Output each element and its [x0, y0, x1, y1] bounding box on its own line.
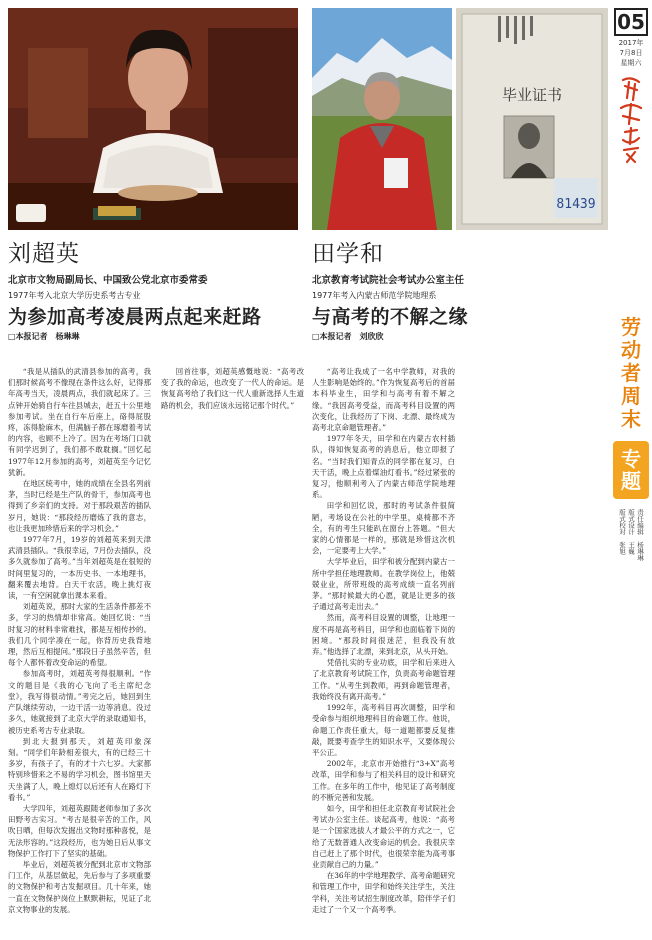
- article-paragraph: 刘超英说，那时大家的生活条件都差不多，学习的热情却非常高。她回忆说：“当时复习的材料非常难找，都是互相传抄的。我们几个同学凑在一起，你背历史我背地理，然后互相提问。”那段日子虽然辛苦，但每个人都怀着改变命运的希望。: [8, 602, 151, 668]
- person-title: 北京教育考试院社会考试办公室主任: [312, 275, 465, 286]
- person-name: 田学和: [312, 241, 384, 267]
- article-paragraph: 毕业后，刘超英被分配到北京市文物部门工作，从基层做起，先后参与了多项重要的文物保护和考古发掘项目。几十年来，她一直在文物保护岗位上默默耕耘，见证了北京文物事业的发展。: [8, 859, 151, 914]
- article-paragraph: 1992年，高考科目再次调整，田学和受命参与组织地理科目的命题工作。他说，命题工作责任重大，每一道题都要反复推敲，既要考查学生的知识水平，又要体现公平公正。: [312, 703, 455, 757]
- credit-designer: 版式设计 王巍: [627, 509, 635, 555]
- article-body-tian: [312, 366, 608, 932]
- article-paragraph: 回首往事，刘超英感慨地说：“高考改变了我的命运，也改变了一代人的命运。是恢复高考给了我们这一代人重新选择人生道路的机会，我们应该永远铭记那个时代。”: [161, 367, 304, 410]
- admission-info: 1977年考入北京大学历史系考古专业: [8, 291, 141, 300]
- admission-info: 1977年考入内蒙古师范学院地理系: [312, 291, 437, 300]
- photo-graduation-certificate: [456, 8, 608, 230]
- article-paragraph: 大学四年，刘超英跟随老师参加了多次田野考古实习。“考古是很辛苦的工作，风吹日晒，但每次发掘出文物时那种喜悦，是无法形容的。”这段经历，也为她日后从事文物保护工作打下了坚实的基础。: [8, 803, 151, 858]
- article-paragraph: 到北大报到那天，刘超英印象深刻。“同学们年龄相差很大，有的已经三十多岁，有孩子了，有的才十六七岁。大家都特别珍惜来之不易的学习机会，图书馆里天天坐满了人，晚上熄灯以后还有人在路灯下看书。”: [8, 736, 151, 802]
- article-paragraph: “高考让我成了一名中学教师，对我的人生影响是始终的。”作为恢复高考后的首届本科毕业生，田学和与高考有着不解之缘。“我因高考受益，而高考科目设置的两次变化，让我经历了下岗、北漂、最终成为高考北京命题管理者。”: [312, 367, 455, 433]
- article-paragraph: 然而，高考科目设置的调整，让地理一度不再是高考科目，田学和也面临着下岗的困境。“那段时间很迷茫，但我没有放弃。”他选择了北漂，来到北京，从头开始。: [312, 613, 455, 657]
- issue-month-day: 7月8日: [619, 49, 643, 57]
- article-bodies: [8, 366, 608, 932]
- certificate-title: 毕业证书: [501, 86, 563, 104]
- page-number: 05: [614, 8, 648, 36]
- article-paragraph: 在地区统考中，她的成绩在全县名列前茅，当时已经是生产队的骨干，参加高考也得到了乡亲们的支持。对于那段艰苦的插队岁月，她说：“那段经历磨炼了我的意志，也让我更加珍惜后来的学习机会。”: [8, 479, 151, 533]
- article-paragraph: 参加高考时，刘超英考得很顺利。“作文的题目是《我的心飞向了毛主席纪念堂》，我写得很动情。”考完之后，她回到生产队继续劳动，一边干活一边等消息。没过多久，她就接到了北京大学的录取通知书，被历史系考古专业录取。: [8, 669, 151, 735]
- article-headline: 与高考的不解之缘: [312, 306, 469, 328]
- certificate-number: 81439: [556, 197, 596, 212]
- masthead-column: [612, 8, 650, 932]
- article-paragraph: 2002年，北京市开始推行“3+X”高考改革，田学和参与了相关科目的设计和研究工作。在多年的工作中，他见证了高考制度的不断完善和发展。: [312, 759, 455, 802]
- article-paragraph: 大学毕业后，田学和被分配到内蒙古一所中学担任地理教师。在教学岗位上，他兢兢业业，所带班级的高考成绩一直名列前茅。“那时候最大的心愿，就是让更多的孩子通过高考走出去。”: [312, 557, 455, 612]
- credit-proofreader: 版式校对 张旭: [618, 509, 626, 555]
- profile-header-liu: [8, 240, 304, 343]
- newspaper-calligraphy-logo: [615, 74, 647, 164]
- topic-label: 专题: [621, 447, 641, 493]
- article-body-liu: [8, 366, 304, 932]
- article-paragraph: 1977年冬天，田学和在内蒙古农村插队，得知恢复高考的消息后，他立即报了名。“当时我们知青点的同学都在复习，白天干活，晚上点着煤油灯看书。”经过紧张的复习，他顺利考入了内蒙古师范学院地理系。: [312, 434, 455, 500]
- topic-badge: [613, 441, 649, 499]
- issue-date: [612, 38, 650, 68]
- photo-tian-xuehe: [312, 8, 452, 230]
- article-headline: 为参加高考凌晨两点起来赶路: [8, 306, 262, 328]
- photo-liu-chaoying: [8, 8, 298, 230]
- editorial-credits: [612, 509, 650, 561]
- article-paragraph: 如今，田学和担任北京教育考试院社会考试办公室主任。谈起高考，他说：“高考是一个国家选拔人才最公平的方式之一，它给了无数普通人改变命运的机会。我很庆幸自己赶上了那个时代，也很荣幸能为高考事业贡献自己的力量。”: [312, 803, 455, 869]
- person-name: 刘超英: [8, 241, 80, 267]
- article-byline: □本报记者 杨琳琳: [8, 332, 80, 341]
- article-byline: □本报记者 刘欣欣: [312, 332, 384, 341]
- issue-weekday: 星期六: [620, 59, 642, 67]
- article-paragraph: 凭借扎实的专业功底，田学和后来进入了北京教育考试院工作，负责高考命题管理工作。“从考生到教师，再到命题管理者，我始终没有离开高考。”: [312, 658, 455, 701]
- issue-year: 2017年: [618, 39, 644, 47]
- section-title: 劳动者周末: [621, 315, 641, 431]
- article-paragraph: 田学和回忆说，那时的考试条件很简陋，考场设在公社的中学里，桌椅都不齐全，有的考生只能趴在窗台上答题。“但大家的心情都是一样的，那就是珍惜这次机会，一定要考上大学。”: [312, 501, 455, 556]
- credit-editor: 责任编辑 杨琳琳: [636, 509, 644, 561]
- person-title: 北京市文物局副局长、中国致公党北京市委常委: [8, 275, 208, 286]
- profile-header-tian: [312, 240, 608, 343]
- article-paragraph: 1977年7月，19岁的刘超英来到天津武清县插队。“我很幸运，7月份去插队，没多久就参加了高考。”当年刘超英是在很短的时间里复习的，一本历史书、一本地理书，翻来覆去地背。白天干农活，晚上挑灯夜读，一有空闲就拿出课本来看。: [8, 535, 151, 601]
- article-paragraph: “我是从插队的武清县参加的高考，我们那时候高考不像现在条件这么好，记得那年高考当天，凌晨两点，我们就起床了。三点钟开始骑自行车往县城去，赶五十公里地参加考试。坐在自行车后座上，硌得屁股疼，冻得脸麻木，但满脑子都在琢磨着考试的内容，也顾不上冷了。因为在考场门口就有同学迟到了，我们都不敢耽搁。”回忆起1977年12月参加的高考，刘超英至今记忆犹新。: [8, 367, 151, 477]
- article-paragraph: 在36年的中学地理教学、高考命题研究和管理工作中，田学和始终关注学生，关注学科，关注考试招生制度改革，陪伴学子们走过了一个又一个高考季。: [312, 871, 455, 914]
